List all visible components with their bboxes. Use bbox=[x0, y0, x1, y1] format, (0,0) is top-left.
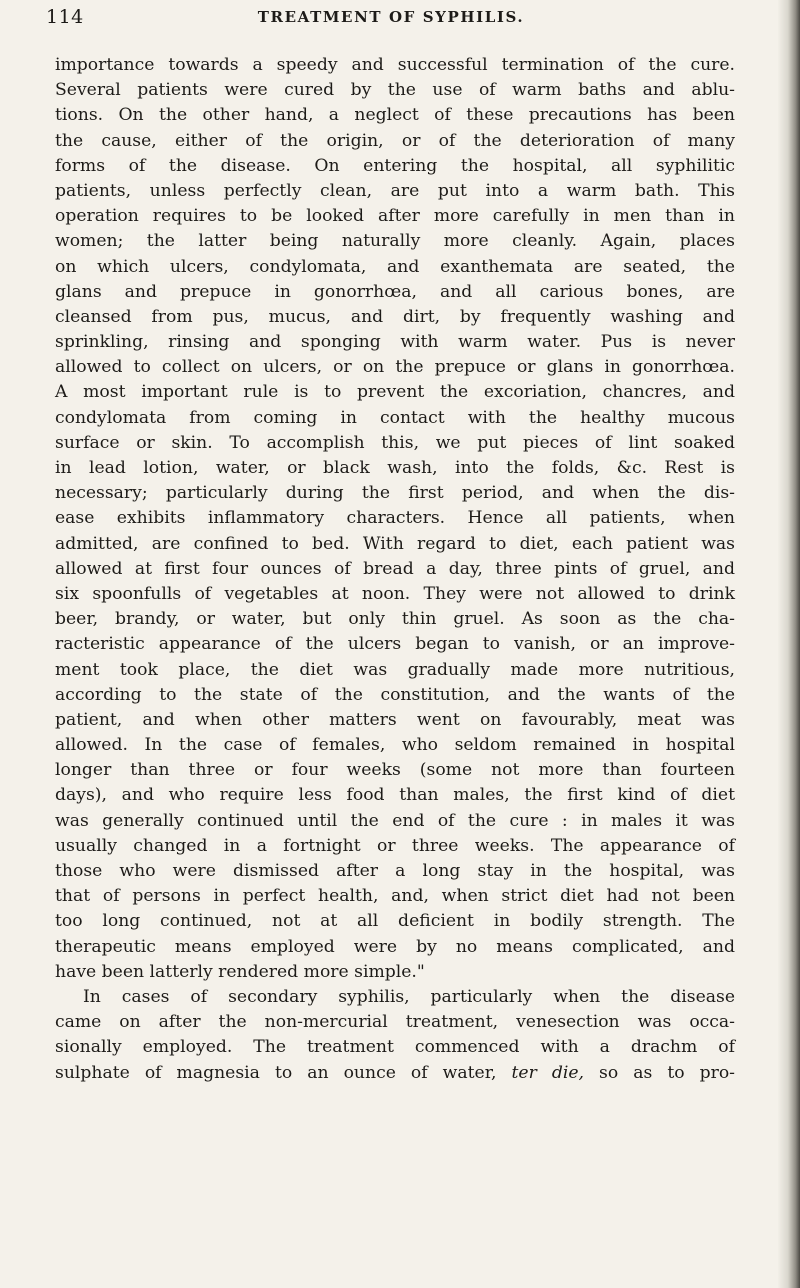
text-line: In cases of secondary syphilis, particularly when the disease bbox=[83, 986, 735, 1007]
text-line: surface or skin. To accomplish this, we put pieces of lint soaked bbox=[55, 432, 735, 453]
text-line: therapeutic means employed were by no means complicated, and bbox=[55, 936, 735, 957]
text-line: forms of the disease. On entering the hospital, all syphilitic bbox=[55, 155, 735, 176]
text-line: necessary; particularly during the first period, and when the dis- bbox=[55, 483, 735, 504]
text-line: cleansed from pus, mucus, and dirt, by frequently washing and bbox=[55, 306, 735, 327]
page-header bbox=[46, 6, 736, 36]
text-line: allowed at first four ounces of bread a day, three pints of gruel, and bbox=[55, 558, 735, 579]
text-line: came on after the non-mercurial treatment, venesection was occa- bbox=[55, 1012, 735, 1033]
text-line: admitted, are confined to bed. With regard to diet, each patient was bbox=[55, 533, 735, 554]
text-line: on which ulcers, condylomata, and exanthemata are seated, the bbox=[55, 256, 735, 277]
text-line: Several patients were cured by the use of warm baths and ablu- bbox=[55, 80, 735, 101]
text-line: usually changed in a fortnight or three weeks. The appearance of bbox=[55, 835, 735, 856]
body-text bbox=[55, 53, 735, 1086]
text-line: have been latterly rendered more simple." bbox=[55, 961, 425, 982]
text-line: was generally continued until the end of the cure : in males it was bbox=[55, 810, 735, 831]
text-line: condylomata from coming in contact with the healthy mucous bbox=[55, 407, 735, 428]
page-edge-shadow bbox=[778, 0, 800, 1288]
text-line-last bbox=[55, 1061, 735, 1086]
text-line: according to the state of the constitution, and the wants of the bbox=[55, 684, 735, 705]
text-line: ease exhibits inflammatory characters. Hence all patients, when bbox=[55, 508, 735, 529]
running-head: TREATMENT OF SYPHILIS. bbox=[257, 8, 525, 26]
text-line: ment took place, the diet was gradually made more nutritious, bbox=[55, 659, 735, 680]
text-line: beer, brandy, or water, but only thin gruel. As soon as the cha- bbox=[55, 609, 735, 630]
text-line: racteristic appearance of the ulcers began to vanish, or an improve- bbox=[55, 634, 735, 655]
text-line: sprinkling, rinsing and sponging with warm water. Pus is never bbox=[55, 332, 735, 353]
text-line: glans and prepuce in gonorrhœa, and all carious bones, are bbox=[55, 281, 735, 302]
text-line: in lead lotion, water, or black wash, into the folds, &c. Rest is bbox=[55, 458, 735, 478]
page-number: 114 bbox=[46, 6, 84, 28]
text-line: women; the latter being naturally more cleanly. Again, places bbox=[55, 231, 735, 252]
text-line: allowed to collect on ulcers, or on the prepuce or glans in gonorrhœa. bbox=[55, 357, 735, 378]
text-line: days), and who require less food than males, the first kind of diet bbox=[55, 785, 735, 806]
text-line: patient, and when other matters went on favourably, meat was bbox=[55, 709, 735, 730]
text-line: longer than three or four weeks (some not more than fourteen bbox=[55, 760, 735, 781]
text-line: A most important rule is to prevent the excoriation, chancres, and bbox=[55, 382, 735, 403]
text-line: the cause, either of the origin, or of the deterioration of many bbox=[55, 130, 735, 151]
text-line: importance towards a speedy and successful termination of the cure. bbox=[55, 55, 735, 75]
text-line: too long continued, not at all deficient in bodily strength. The bbox=[55, 911, 735, 932]
italic-phrase: ter die, bbox=[511, 1062, 584, 1083]
text-line: six spoonfulls of vegetables at noon. They were not allowed to drink bbox=[55, 583, 735, 604]
text-line: those who were dismissed after a long stay in the hospital, was bbox=[55, 861, 735, 881]
text-line: allowed. In the case of females, who seldom remained in hospital bbox=[55, 735, 735, 756]
text-line: patients, unless perfectly clean, are put into a warm bath. This bbox=[55, 180, 735, 201]
text-line: sionally employed. The treatment commenced with a drachm of bbox=[55, 1037, 735, 1058]
text-line: that of persons in perfect health, and, when strict diet had not been bbox=[55, 886, 735, 907]
text-run: sulphate of magnesia to an ounce of water, bbox=[55, 1062, 512, 1083]
text-run: so as to pro- bbox=[583, 1062, 735, 1083]
text-line: operation requires to be looked after more carefully in men than in bbox=[55, 206, 735, 227]
text-line: tions. On the other hand, a neglect of these precautions has been bbox=[55, 105, 735, 126]
